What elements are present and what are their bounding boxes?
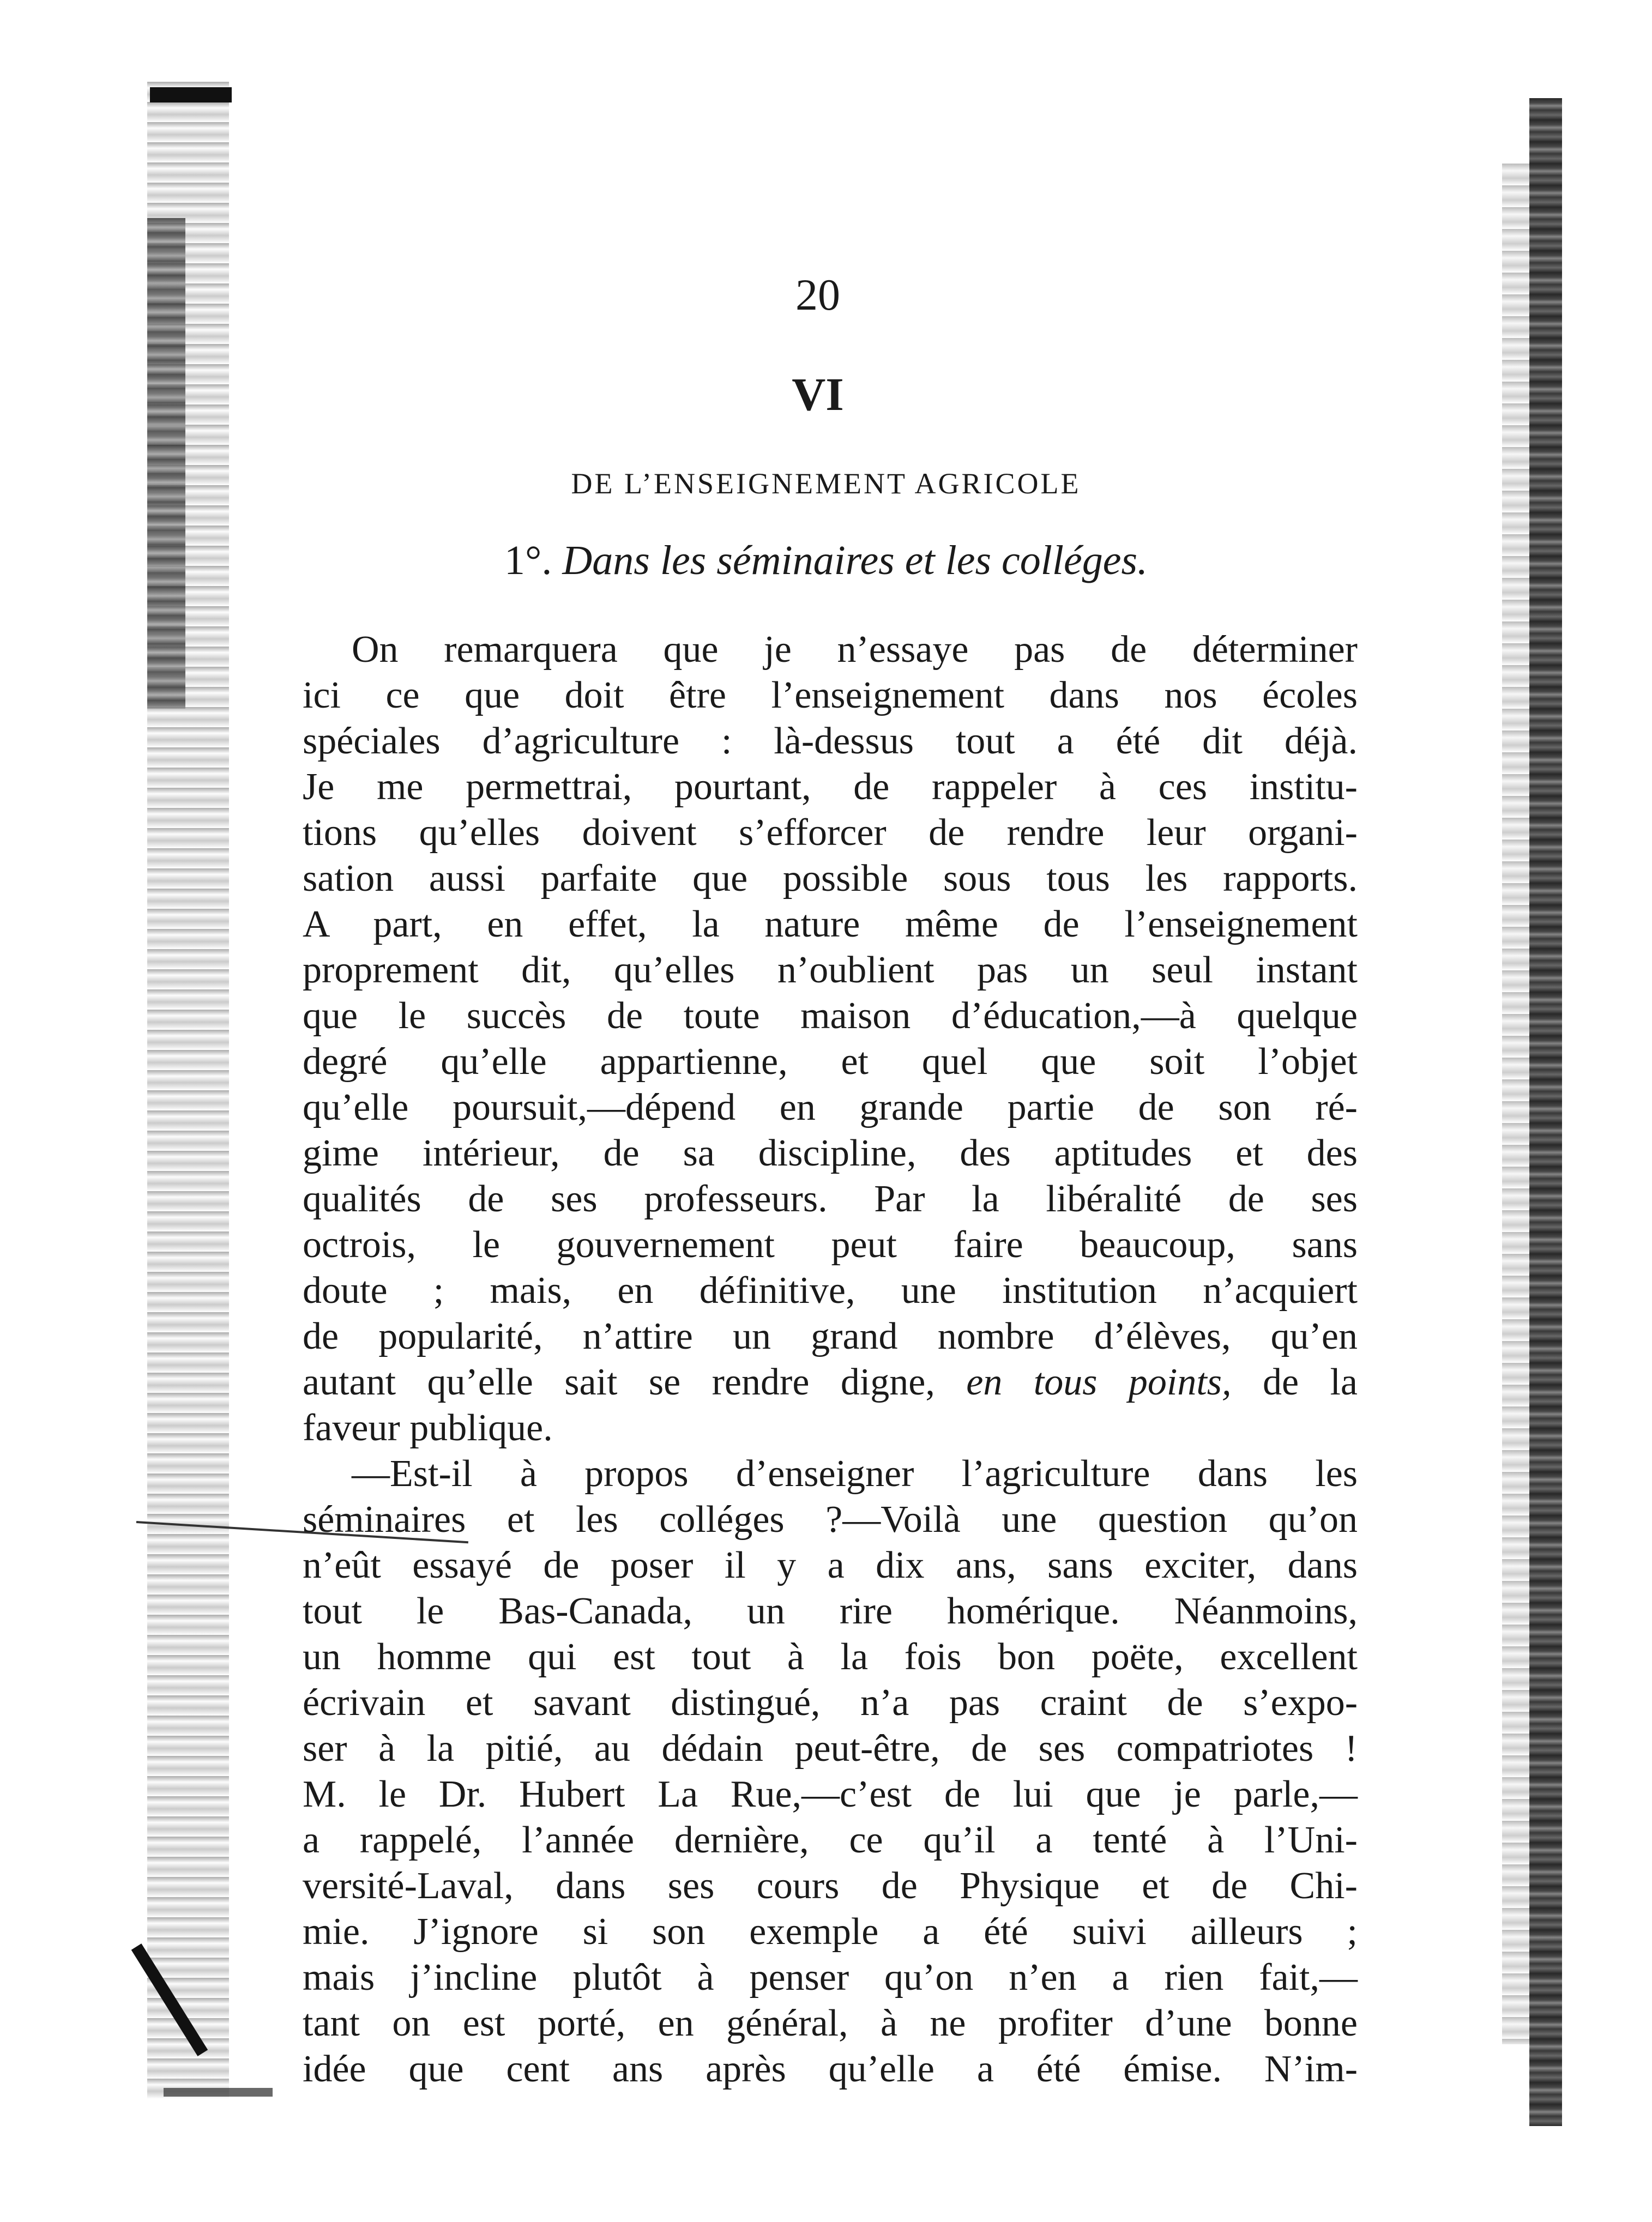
text-line: tions qu’elles doivent s’efforcer de rendre leur organi- (303, 812, 1358, 854)
scan-mark-top (150, 87, 232, 102)
text-line: degré qu’elle appartienne, et quel que soit l’objet (303, 1041, 1358, 1083)
text-line: spéciales d’agriculture : là-dessus tout a été dit déjà. (303, 720, 1358, 762)
text-line: mais j’incline plutôt à penser qu’on n’en a rien fait,— (303, 1957, 1358, 1998)
text-line: que le succès de toute maison d’éducation,—à quelque (303, 995, 1358, 1037)
text-line: a rappelé, l’année dernière, ce qu’il a tenté à l’Uni- (303, 1819, 1358, 1861)
text-line: idée que cent ans après qu’elle a été émise. N’im- (303, 2048, 1358, 2090)
text-line: faveur publique. (303, 1407, 553, 1449)
text-line: A part, en effet, la nature même de l’enseignement (303, 903, 1358, 945)
text-line: n’eût essayé de poser il y a dix ans, sans exciter, dans (303, 1544, 1358, 1586)
text-line: versité-Laval, dans ses cours de Physique et de Chi- (303, 1865, 1358, 1907)
text-line: proprement dit, qu’elles n’oublient pas un seul instant (303, 949, 1358, 991)
italic-phrase: en tous points, (966, 1361, 1232, 1403)
text-line: sation aussi parfaite que possible sous tous les rapports. (303, 858, 1358, 899)
text-line: M. le Dr. Hubert La Rue,—c’est de lui que je parle,— (303, 1773, 1358, 1815)
text-line: tant on est porté, en général, à ne profiter d’une bonne (303, 2002, 1358, 2044)
text-line: ici ce que doit être l’enseignement dans nos écoles (303, 674, 1358, 716)
text-line: écrivain et savant distingué, n’a pas craint de s’expo- (303, 1682, 1358, 1724)
scan-shadow-right-fade (1502, 164, 1529, 2044)
sub-heading-text: Dans les séminaires et les colléges. (562, 538, 1148, 583)
text-line: séminaires et les colléges ?—Voilà une question qu’on (303, 1499, 1358, 1541)
text-line: qu’elle poursuit,—dépend en grande partie de son ré- (303, 1086, 1358, 1128)
sub-heading (327, 540, 1325, 581)
text-line: gime intérieur, de sa discipline, des aptitudes et des (303, 1132, 1358, 1174)
text-line: ser à la pitié, au dédain peut-être, de ses compatriotes ! (303, 1728, 1358, 1770)
text-line: qualités de ses professeurs. Par la libéralité de ses (303, 1178, 1358, 1220)
text-line: un homme qui est tout à la fois bon poëte, excellent (303, 1636, 1358, 1678)
text-line: —Est-il à propos d’enseigner l’agriculture dans les (352, 1453, 1358, 1495)
text-line: de popularité, n’attire un grand nombre d’élèves, qu’en (303, 1315, 1358, 1357)
text-line: doute ; mais, en définitive, une institution n’acquiert (303, 1270, 1358, 1312)
text-line: On remarquera que je n’essaye pas de déterminer (352, 629, 1358, 671)
scan-shadow-right (1529, 98, 1562, 2126)
scan-mark-bottom (164, 2088, 273, 2097)
text-line: tout le Bas-Canada, un rire homérique. Néanmoins, (303, 1590, 1358, 1632)
scan-shadow-left-dark (147, 218, 185, 709)
page-number: 20 (795, 270, 840, 319)
sub-heading-number: 1°. (504, 538, 552, 583)
text-line: autant qu’elle sait se rendre digne, en tous points, de la (303, 1361, 1358, 1403)
text-line: mie. J’ignore si son exemple a été suivi ailleurs ; (303, 1911, 1358, 1953)
chapter-numeral: VI (792, 368, 844, 420)
text-line: Je me permettrai, pourtant, de rappeler à ces institu- (303, 766, 1358, 808)
body-text (303, 627, 1358, 2092)
text-line: octrois, le gouvernement peut faire beaucoup, sans (303, 1224, 1358, 1266)
section-title: DE L’ENSEIGNEMENT AGRICOLE (571, 467, 1081, 500)
